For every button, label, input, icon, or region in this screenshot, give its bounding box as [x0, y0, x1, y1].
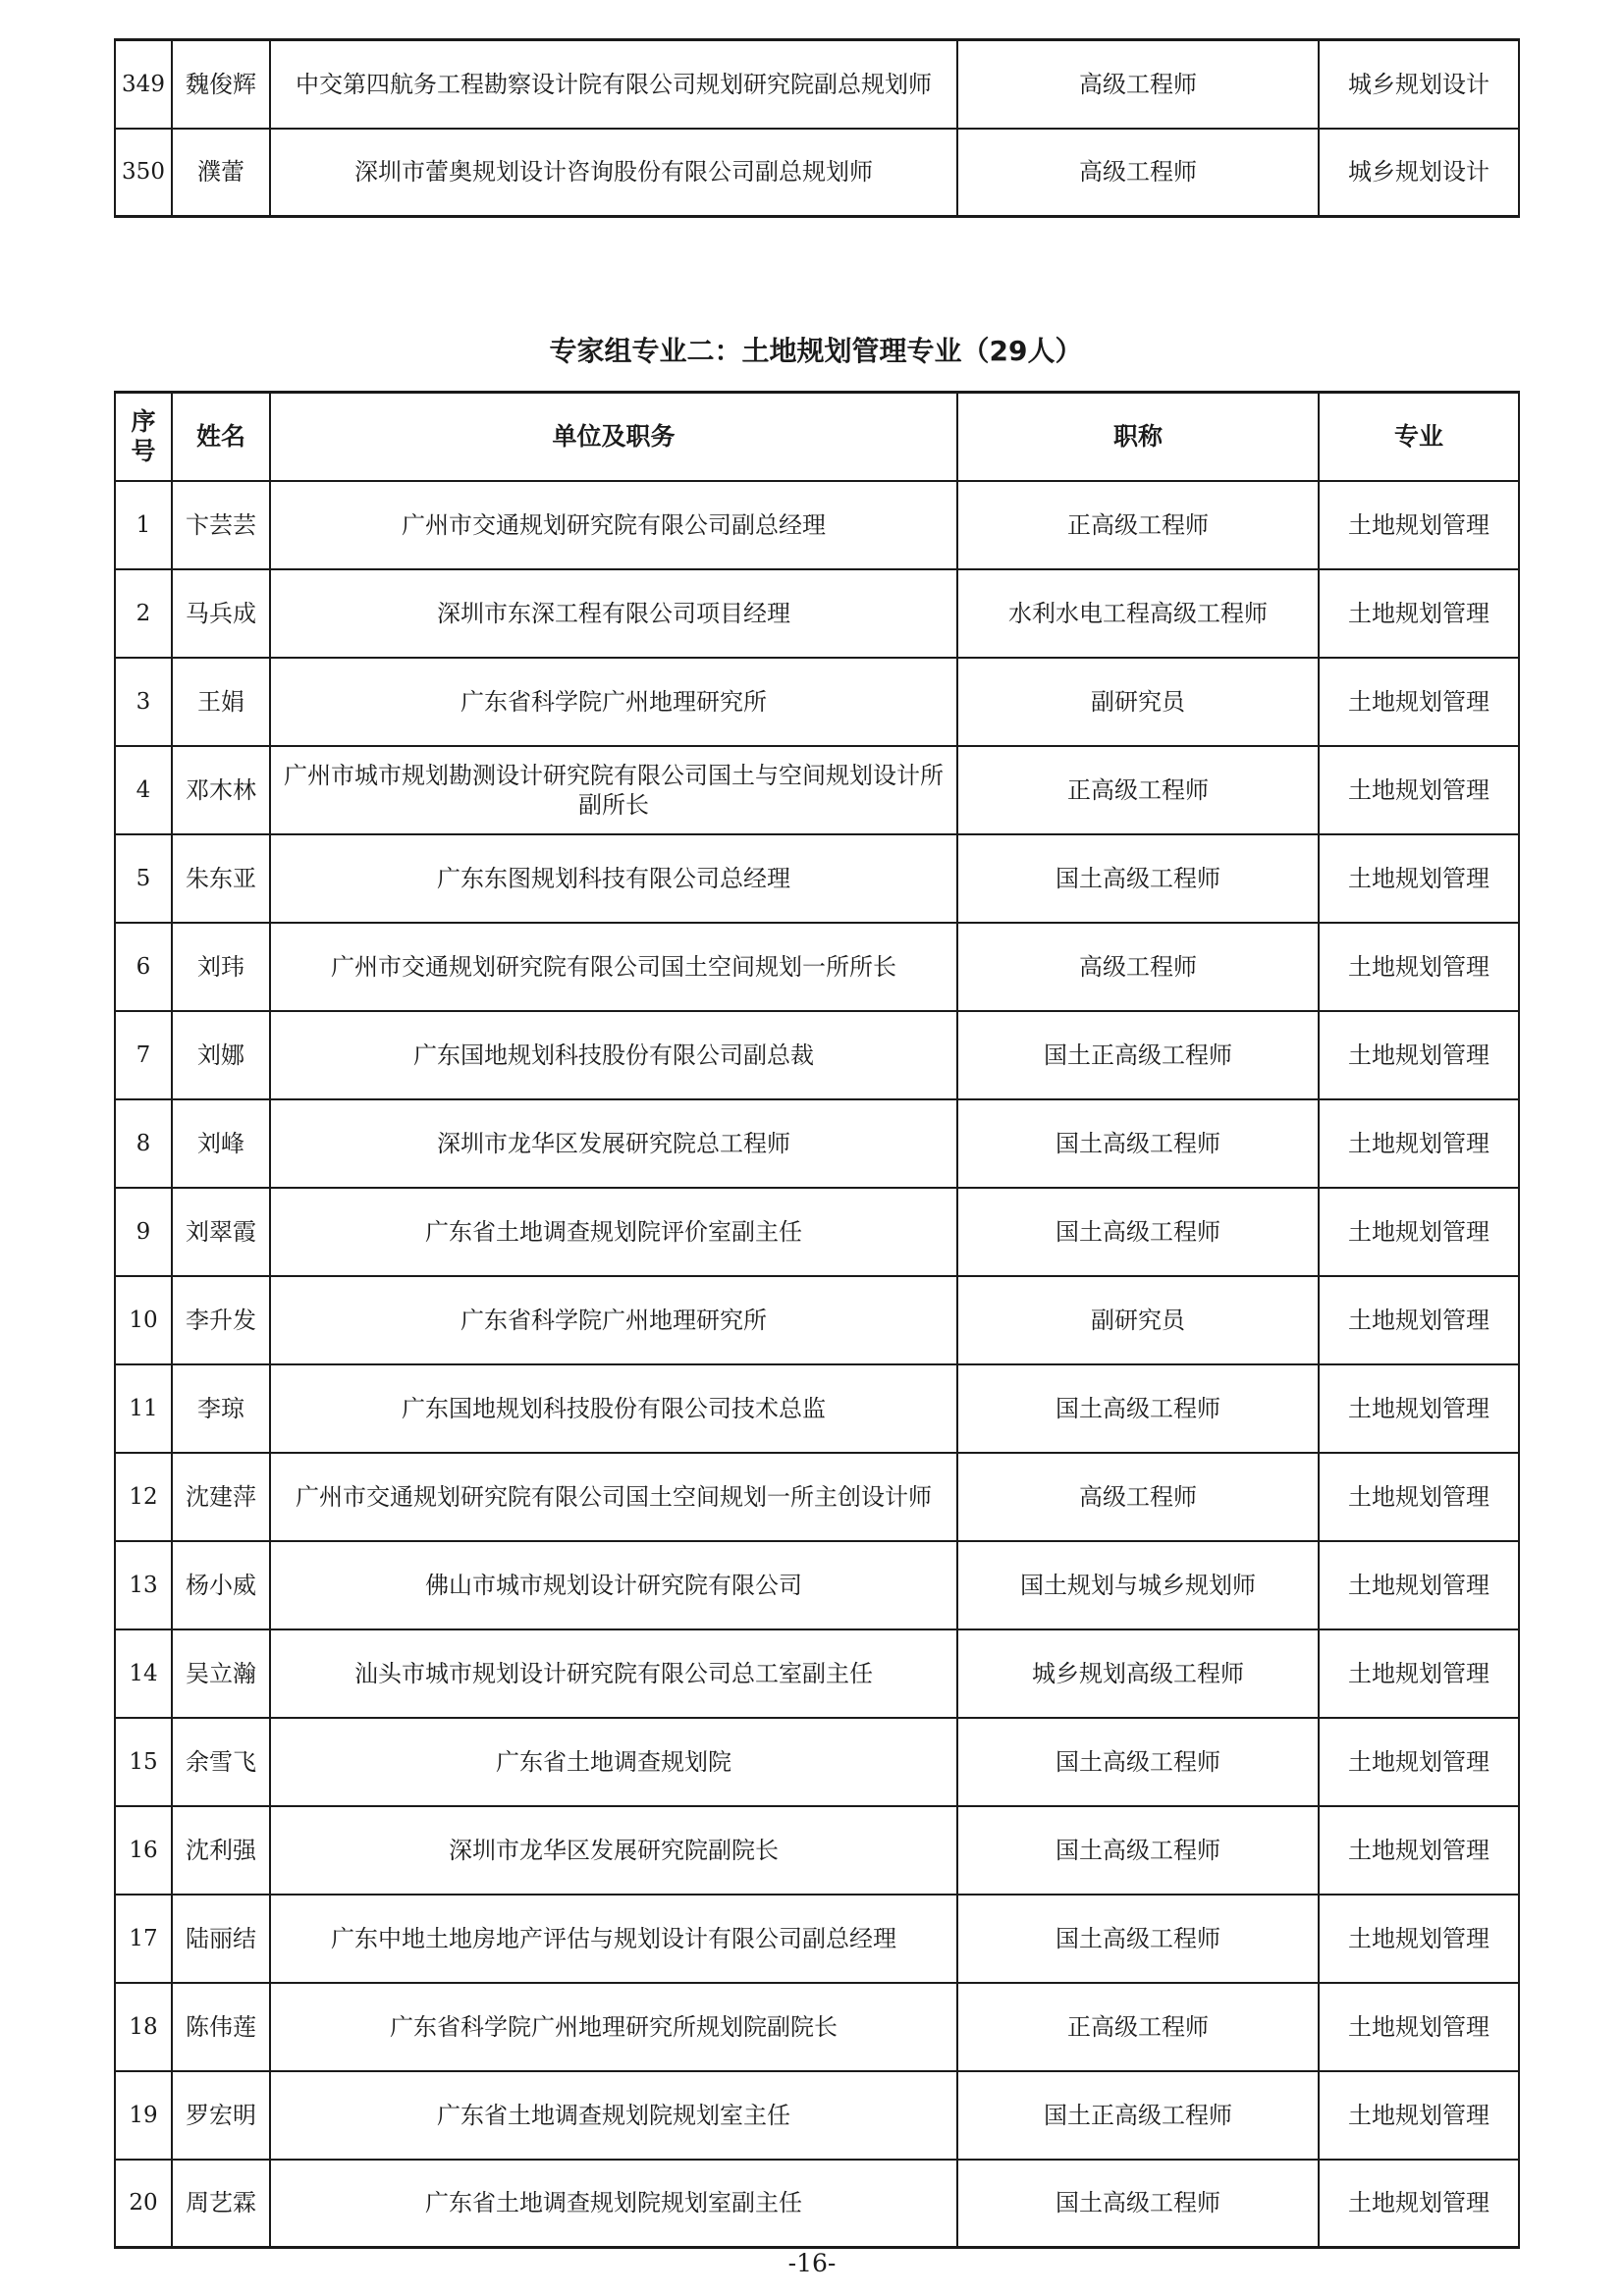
cell-major: 土地规划管理 [1319, 658, 1519, 746]
cell-major: 土地规划管理 [1319, 569, 1519, 658]
cell-major: 土地规划管理 [1319, 1011, 1519, 1099]
table-row [115, 834, 1519, 923]
cell-title: 国土正高级工程师 [957, 1011, 1319, 1099]
cell-unit: 广州市交通规划研究院有限公司国土空间规划一所主创设计师 [270, 1453, 957, 1541]
cell-unit: 深圳市龙华区发展研究院副院长 [270, 1806, 957, 1895]
table-row [115, 923, 1519, 1011]
cell-name: 刘娜 [172, 1011, 270, 1099]
cell-name: 刘峰 [172, 1099, 270, 1188]
cell-no: 10 [115, 1276, 172, 1364]
cell-title: 国土高级工程师 [957, 1806, 1319, 1895]
cell-no: 3 [115, 658, 172, 746]
cell-title: 正高级工程师 [957, 481, 1319, 569]
cell-unit: 广东省土地调查规划院规划室副主任 [270, 2160, 957, 2248]
expert-table-body [115, 481, 1519, 2248]
cell-title: 国土高级工程师 [957, 834, 1319, 923]
cell-no: 8 [115, 1099, 172, 1188]
cell-name: 陈伟莲 [172, 1983, 270, 2071]
cell-name: 濮蕾 [172, 129, 270, 217]
cell-no: 18 [115, 1983, 172, 2071]
cell-unit: 广东省土地调查规划院规划室主任 [270, 2071, 957, 2160]
cell-major: 城乡规划设计 [1319, 40, 1519, 129]
cell-unit: 深圳市蕾奥规划设计咨询股份有限公司副总规划师 [270, 129, 957, 217]
cell-title: 正高级工程师 [957, 746, 1319, 834]
cell-name: 刘翠霞 [172, 1188, 270, 1276]
cell-name: 王娟 [172, 658, 270, 746]
cell-name: 陆丽结 [172, 1895, 270, 1983]
cell-unit: 广东省土地调查规划院 [270, 1718, 957, 1806]
cell-unit: 广东省土地调查规划院评价室副主任 [270, 1188, 957, 1276]
cell-no: 11 [115, 1364, 172, 1453]
cell-no: 5 [115, 834, 172, 923]
table-row [115, 1099, 1519, 1188]
cell-title: 国土高级工程师 [957, 1188, 1319, 1276]
cell-major: 土地规划管理 [1319, 1276, 1519, 1364]
cell-title: 高级工程师 [957, 129, 1319, 217]
table-row [115, 40, 1519, 129]
table-header-row [115, 393, 1519, 481]
header-unit: 单位及职务 [270, 393, 957, 481]
table-row [115, 1188, 1519, 1276]
cell-unit: 广东国地规划科技股份有限公司技术总监 [270, 1364, 957, 1453]
cell-unit: 深圳市东深工程有限公司项目经理 [270, 569, 957, 658]
cell-name: 刘玮 [172, 923, 270, 1011]
cell-no: 14 [115, 1629, 172, 1718]
cell-no: 19 [115, 2071, 172, 2160]
cell-title: 国土高级工程师 [957, 1364, 1319, 1453]
table-row [115, 1806, 1519, 1895]
cell-title: 副研究员 [957, 658, 1319, 746]
cell-unit: 汕头市城市规划设计研究院有限公司总工室副主任 [270, 1629, 957, 1718]
table-row [115, 1276, 1519, 1364]
header-no: 序号 [115, 393, 172, 481]
cell-name: 李升发 [172, 1276, 270, 1364]
cell-no: 9 [115, 1188, 172, 1276]
cell-major: 土地规划管理 [1319, 1983, 1519, 2071]
table-row [115, 2160, 1519, 2248]
cell-no: 15 [115, 1718, 172, 1806]
table-row [115, 1364, 1519, 1453]
cell-title: 国土正高级工程师 [957, 2071, 1319, 2160]
cell-major: 土地规划管理 [1319, 1541, 1519, 1629]
cell-name: 杨小威 [172, 1541, 270, 1629]
table-row [115, 1629, 1519, 1718]
cell-no: 7 [115, 1011, 172, 1099]
cell-no: 17 [115, 1895, 172, 1983]
cell-no: 12 [115, 1453, 172, 1541]
cell-unit: 广东中地土地房地产评估与规划设计有限公司副总经理 [270, 1895, 957, 1983]
table-row [115, 481, 1519, 569]
cell-name: 魏俊辉 [172, 40, 270, 129]
table-row [115, 658, 1519, 746]
cell-title: 高级工程师 [957, 1453, 1319, 1541]
cell-major: 土地规划管理 [1319, 2160, 1519, 2248]
cell-no: 20 [115, 2160, 172, 2248]
table-row [115, 1011, 1519, 1099]
cell-unit: 广东省科学院广州地理研究所规划院副院长 [270, 1983, 957, 2071]
cell-name: 吴立瀚 [172, 1629, 270, 1718]
cell-major: 土地规划管理 [1319, 1188, 1519, 1276]
previous-section-table [114, 38, 1520, 218]
cell-no: 2 [115, 569, 172, 658]
cell-major: 土地规划管理 [1319, 834, 1519, 923]
previous-section-body [115, 40, 1519, 217]
cell-major: 土地规划管理 [1319, 923, 1519, 1011]
cell-name: 李琼 [172, 1364, 270, 1453]
header-major: 专业 [1319, 393, 1519, 481]
cell-unit: 广东省科学院广州地理研究所 [270, 658, 957, 746]
cell-no: 16 [115, 1806, 172, 1895]
cell-title: 高级工程师 [957, 923, 1319, 1011]
cell-no: 1 [115, 481, 172, 569]
cell-major: 土地规划管理 [1319, 481, 1519, 569]
cell-unit: 广东国地规划科技股份有限公司副总裁 [270, 1011, 957, 1099]
cell-major: 土地规划管理 [1319, 1806, 1519, 1895]
cell-name: 罗宏明 [172, 2071, 270, 2160]
cell-no: 6 [115, 923, 172, 1011]
cell-major: 土地规划管理 [1319, 1629, 1519, 1718]
cell-no: 349 [115, 40, 172, 129]
cell-name: 马兵成 [172, 569, 270, 658]
cell-unit: 广东省科学院广州地理研究所 [270, 1276, 957, 1364]
cell-name: 邓木林 [172, 746, 270, 834]
table-row [115, 569, 1519, 658]
cell-title: 国土规划与城乡规划师 [957, 1541, 1319, 1629]
cell-name: 沈利强 [172, 1806, 270, 1895]
table-row [115, 129, 1519, 217]
cell-unit: 中交第四航务工程勘察设计院有限公司规划研究院副总规划师 [270, 40, 957, 129]
cell-unit: 广东东图规划科技有限公司总经理 [270, 834, 957, 923]
cell-title: 城乡规划高级工程师 [957, 1629, 1319, 1718]
cell-title: 国土高级工程师 [957, 1099, 1319, 1188]
cell-title: 副研究员 [957, 1276, 1319, 1364]
cell-major: 土地规划管理 [1319, 1718, 1519, 1806]
cell-unit: 广州市交通规划研究院有限公司国土空间规划一所所长 [270, 923, 957, 1011]
cell-major: 城乡规划设计 [1319, 129, 1519, 217]
cell-name: 周艺霖 [172, 2160, 270, 2248]
table-row [115, 1895, 1519, 1983]
page-number: -16- [787, 2249, 837, 2277]
cell-major: 土地规划管理 [1319, 746, 1519, 834]
cell-title: 国土高级工程师 [957, 1718, 1319, 1806]
cell-title: 国土高级工程师 [957, 1895, 1319, 1983]
cell-name: 朱东亚 [172, 834, 270, 923]
section-title: 专家组专业二：土地规划管理专业（29人） [549, 335, 1083, 367]
cell-unit: 广州市城市规划勘测设计研究院有限公司国土与空间规划设计所副所长 [270, 746, 957, 834]
cell-title: 正高级工程师 [957, 1983, 1319, 2071]
cell-name: 卞芸芸 [172, 481, 270, 569]
table-row [115, 1718, 1519, 1806]
table-row [115, 1541, 1519, 1629]
header-name: 姓名 [172, 393, 270, 481]
cell-unit: 深圳市龙华区发展研究院总工程师 [270, 1099, 957, 1188]
cell-major: 土地规划管理 [1319, 2071, 1519, 2160]
header-title: 职称 [957, 393, 1319, 481]
cell-major: 土地规划管理 [1319, 1895, 1519, 1983]
cell-no: 13 [115, 1541, 172, 1629]
cell-name: 余雪飞 [172, 1718, 270, 1806]
table-row [115, 1453, 1519, 1541]
cell-major: 土地规划管理 [1319, 1364, 1519, 1453]
cell-major: 土地规划管理 [1319, 1099, 1519, 1188]
cell-no: 4 [115, 746, 172, 834]
cell-major: 土地规划管理 [1319, 1453, 1519, 1541]
cell-title: 国土高级工程师 [957, 2160, 1319, 2248]
cell-no: 350 [115, 129, 172, 217]
cell-title: 高级工程师 [957, 40, 1319, 129]
table-row [115, 2071, 1519, 2160]
expert-table [114, 391, 1520, 2249]
cell-title: 水利水电工程高级工程师 [957, 569, 1319, 658]
cell-unit: 佛山市城市规划设计研究院有限公司 [270, 1541, 957, 1629]
table-row [115, 746, 1519, 834]
cell-unit: 广州市交通规划研究院有限公司副总经理 [270, 481, 957, 569]
table-row [115, 1983, 1519, 2071]
cell-name: 沈建萍 [172, 1453, 270, 1541]
